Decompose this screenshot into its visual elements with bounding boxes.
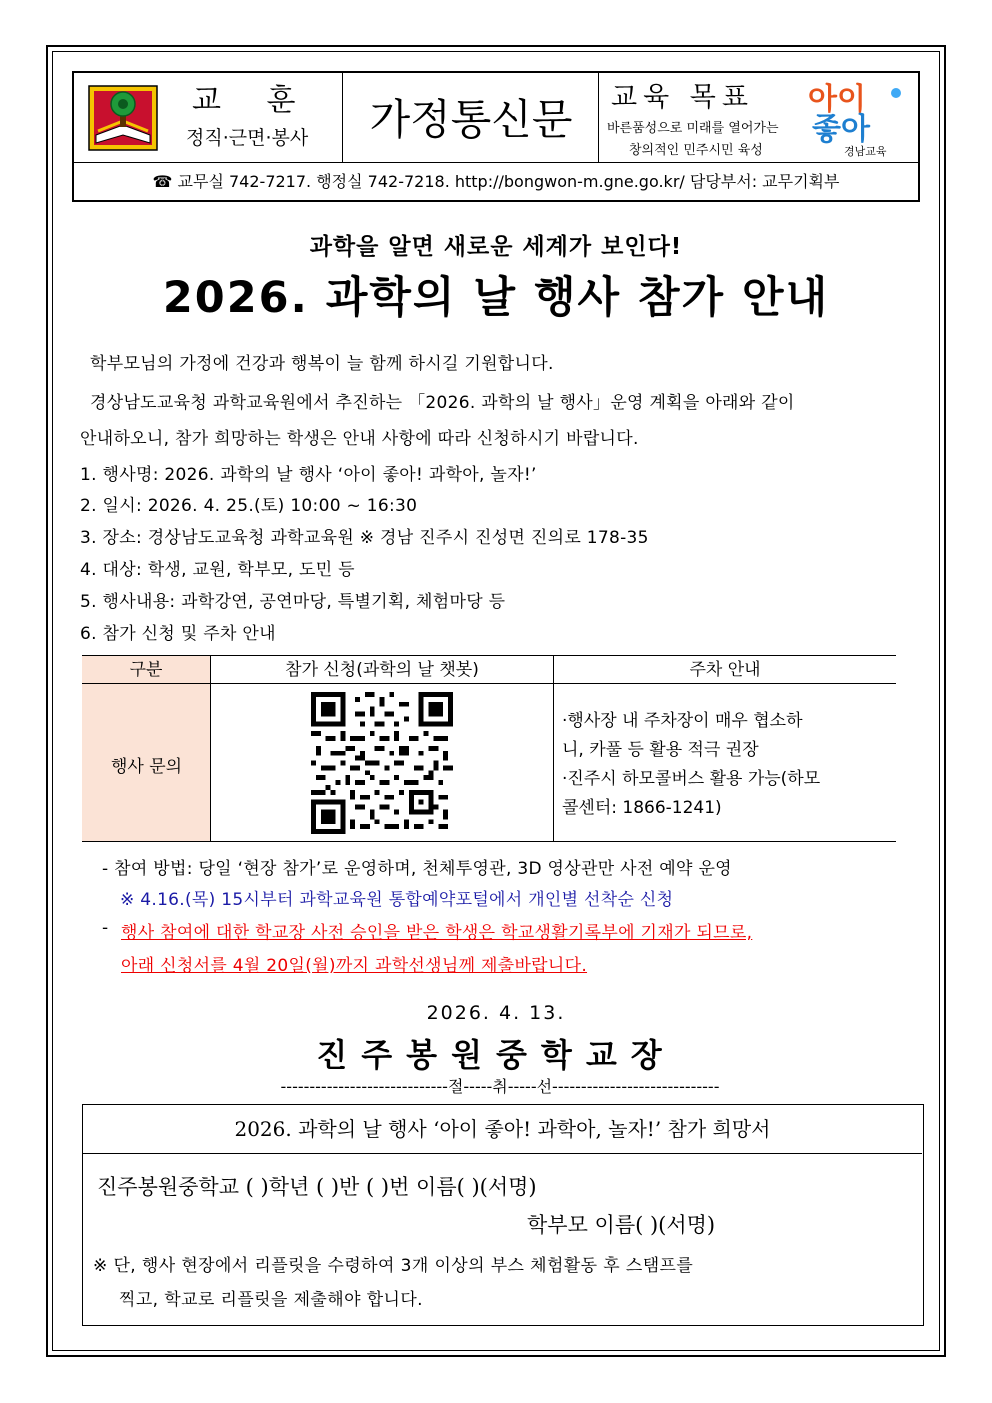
newsletter-title: 가정통신문 <box>369 95 573 144</box>
goal-line-1: 바른품성으로 미래를 열어가는 <box>607 121 779 136</box>
goal-title: 교육 목표 <box>611 82 754 113</box>
intro-line-3: 안내하오니, 참가 희망하는 학생은 안내 사항에 따라 신청하시기 바랍니다. <box>80 429 639 449</box>
row-label: 행사 문의 <box>110 757 183 777</box>
approval-dash: - <box>102 918 109 938</box>
table-header-parking: 주차 안내 <box>554 655 896 684</box>
intro-line-1: 학부모님의 가정에 건강과 행복이 늘 함께 하시길 기원합니다. <box>90 354 554 374</box>
parking-info-cell <box>554 684 896 842</box>
application-title: 2026. 과학의 날 행사 ‘아이 좋아! 과학아, 놀자!’ 참가 희망서 <box>83 1105 922 1154</box>
approval-notice-line-2: 아래 신청서를 4월 20일(월)까지 과학선생님께 제출바랍니다. <box>121 956 588 976</box>
newsletter-title-cell <box>343 73 599 162</box>
parking-line: 니, 카풀 등 활용 적극 권장 <box>562 740 759 760</box>
list-item: 4. 대상: 학생, 교원, 학부모, 도민 등 <box>80 560 355 580</box>
table-row-label-cell <box>82 684 211 842</box>
contact-line: ☎ 교무실 742-7217. 행정실 742-7218. http://bongwon-m.gne.go.kr/ 담당부서: 교무기획부 <box>152 172 840 191</box>
brand-sub-text: 경남교육 <box>844 145 887 158</box>
goal-line-2: 창의적인 민주시민 육성 <box>629 143 763 158</box>
brand-top-text: 아이 <box>808 82 866 117</box>
parking-line: ·행사장 내 주차장이 매우 협소하 <box>562 711 803 731</box>
education-goal-cell <box>599 73 918 162</box>
qr-code-icon[interactable] <box>308 692 456 834</box>
participation-method: - 참여 방법: 당일 ‘현장 참가’로 운영하며, 천체투영관, 3D 영상관만 사전 예약 운영 <box>102 859 732 879</box>
qr-cell <box>211 684 554 842</box>
student-info-field[interactable]: 진주봉원중학교 ( )학년 ( )반 ( )번 이름( )(서명) <box>97 1175 537 1199</box>
cut-line: -----------------------------절-----취-----선----------------------------- <box>280 1077 720 1096</box>
page-title: 2026. 과학의 날 행사 참가 안내 <box>162 273 830 323</box>
application-note-line-1: ※ 단, 행사 현장에서 리플릿을 수령하여 3개 이상의 부스 체험활동 후 스탬프를 <box>93 1256 694 1276</box>
application-note-line-2: 찍고, 학교로 리플릿을 제출해야 합니다. <box>119 1290 423 1310</box>
school-motto-cell <box>74 73 343 162</box>
application-parking-table <box>82 655 896 842</box>
intro-line-2: 경상남도교육청 과학교육원에서 추진하는 「2026. 과학의 날 행사」운영 계획을 아래와 같이 <box>90 393 795 413</box>
approval-notice-line-1: 행사 참여에 대한 학교장 사전 승인을 받은 학생은 학교생활기록부에 기재가 되므로, <box>121 923 753 943</box>
list-item: 3. 장소: 경상남도교육청 과학교육원 ※ 경남 진주시 진성면 진의로 178-35 <box>80 528 649 548</box>
list-item: 1. 행사명: 2026. 과학의 날 행사 ‘아이 좋아! 과학아, 놀자!’ <box>80 465 537 485</box>
principal-signature: 진주봉원중학교장 <box>316 1036 676 1074</box>
parking-line: ·진주시 하모콜버스 활용 가능(하모 <box>562 769 821 789</box>
parking-line: 콜센터: 1866-1241) <box>562 798 722 818</box>
newsletter-header <box>72 71 920 202</box>
list-item: 5. 행사내용: 과학강연, 공연마당, 특별기획, 체험마당 등 <box>80 592 506 612</box>
list-item: 6. 참가 신청 및 주차 안내 <box>80 624 276 644</box>
parent-name-field[interactable]: 학부모 이름( )(서명) <box>527 1213 716 1237</box>
brand-mid-text: 좋아 <box>812 112 870 147</box>
list-item: 2. 일시: 2026. 4. 25.(토) 10:00 ~ 16:30 <box>80 496 418 516</box>
participation-application-form <box>82 1104 924 1326</box>
motto-text: 정직·근면·봉사 <box>186 127 309 149</box>
issue-date: 2026. 4. 13. <box>426 1002 566 1024</box>
school-logo <box>88 85 158 151</box>
reservation-note: ※ 4.16.(목) 15시부터 과학교육원 통합예약포털에서 개인별 선착순 신청 <box>120 890 674 910</box>
subtitle: 과학을 알면 새로운 세계가 보인다! <box>309 234 683 260</box>
gyeongnam-education-logo <box>804 79 909 159</box>
motto-title: 교 훈 <box>192 83 314 118</box>
table-header-application: 참가 신청(과학의 날 챗봇) <box>211 655 554 684</box>
table-header-category: 구분 <box>82 655 211 684</box>
